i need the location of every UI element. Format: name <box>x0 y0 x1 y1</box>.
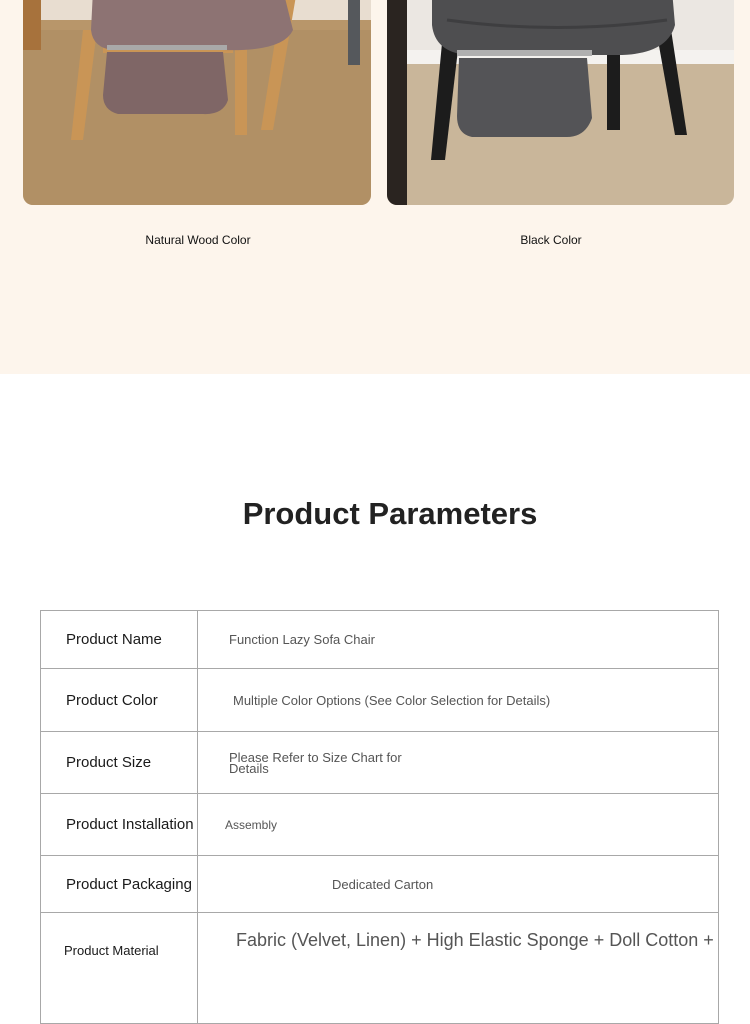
param-label: Product Material <box>41 913 198 1024</box>
color-option-natural-wood: Natural Wood Color <box>145 233 251 247</box>
natural-wood-chair-image <box>23 0 371 205</box>
table-row <box>41 732 719 794</box>
black-chair-image <box>387 0 734 205</box>
param-label: Product Color <box>41 669 198 732</box>
param-value: Multiple Color Options (See Color Selection for Details) <box>198 669 719 732</box>
param-label: Product Installation <box>41 794 198 856</box>
table-row <box>41 669 719 732</box>
param-value: Assembly <box>198 794 719 856</box>
table-row <box>41 913 719 1024</box>
param-label: Product Packaging <box>41 856 198 913</box>
param-value: Fabric (Velvet, Linen) + High Elastic Sponge + Doll Cotton + <box>198 913 719 1024</box>
table-row <box>41 611 719 669</box>
parameters-table <box>40 610 719 1024</box>
table-row <box>41 856 719 913</box>
color-option-black: Black Color <box>520 233 582 247</box>
table-row <box>41 794 719 856</box>
param-value: Function Lazy Sofa Chair <box>198 611 719 669</box>
param-label: Product Size <box>41 732 198 794</box>
param-value: Please Refer to Size Chart for Details <box>198 732 719 794</box>
section-title: Product Parameters <box>242 496 538 531</box>
param-value: Dedicated Carton <box>198 856 719 913</box>
param-label: Product Name <box>41 611 198 669</box>
